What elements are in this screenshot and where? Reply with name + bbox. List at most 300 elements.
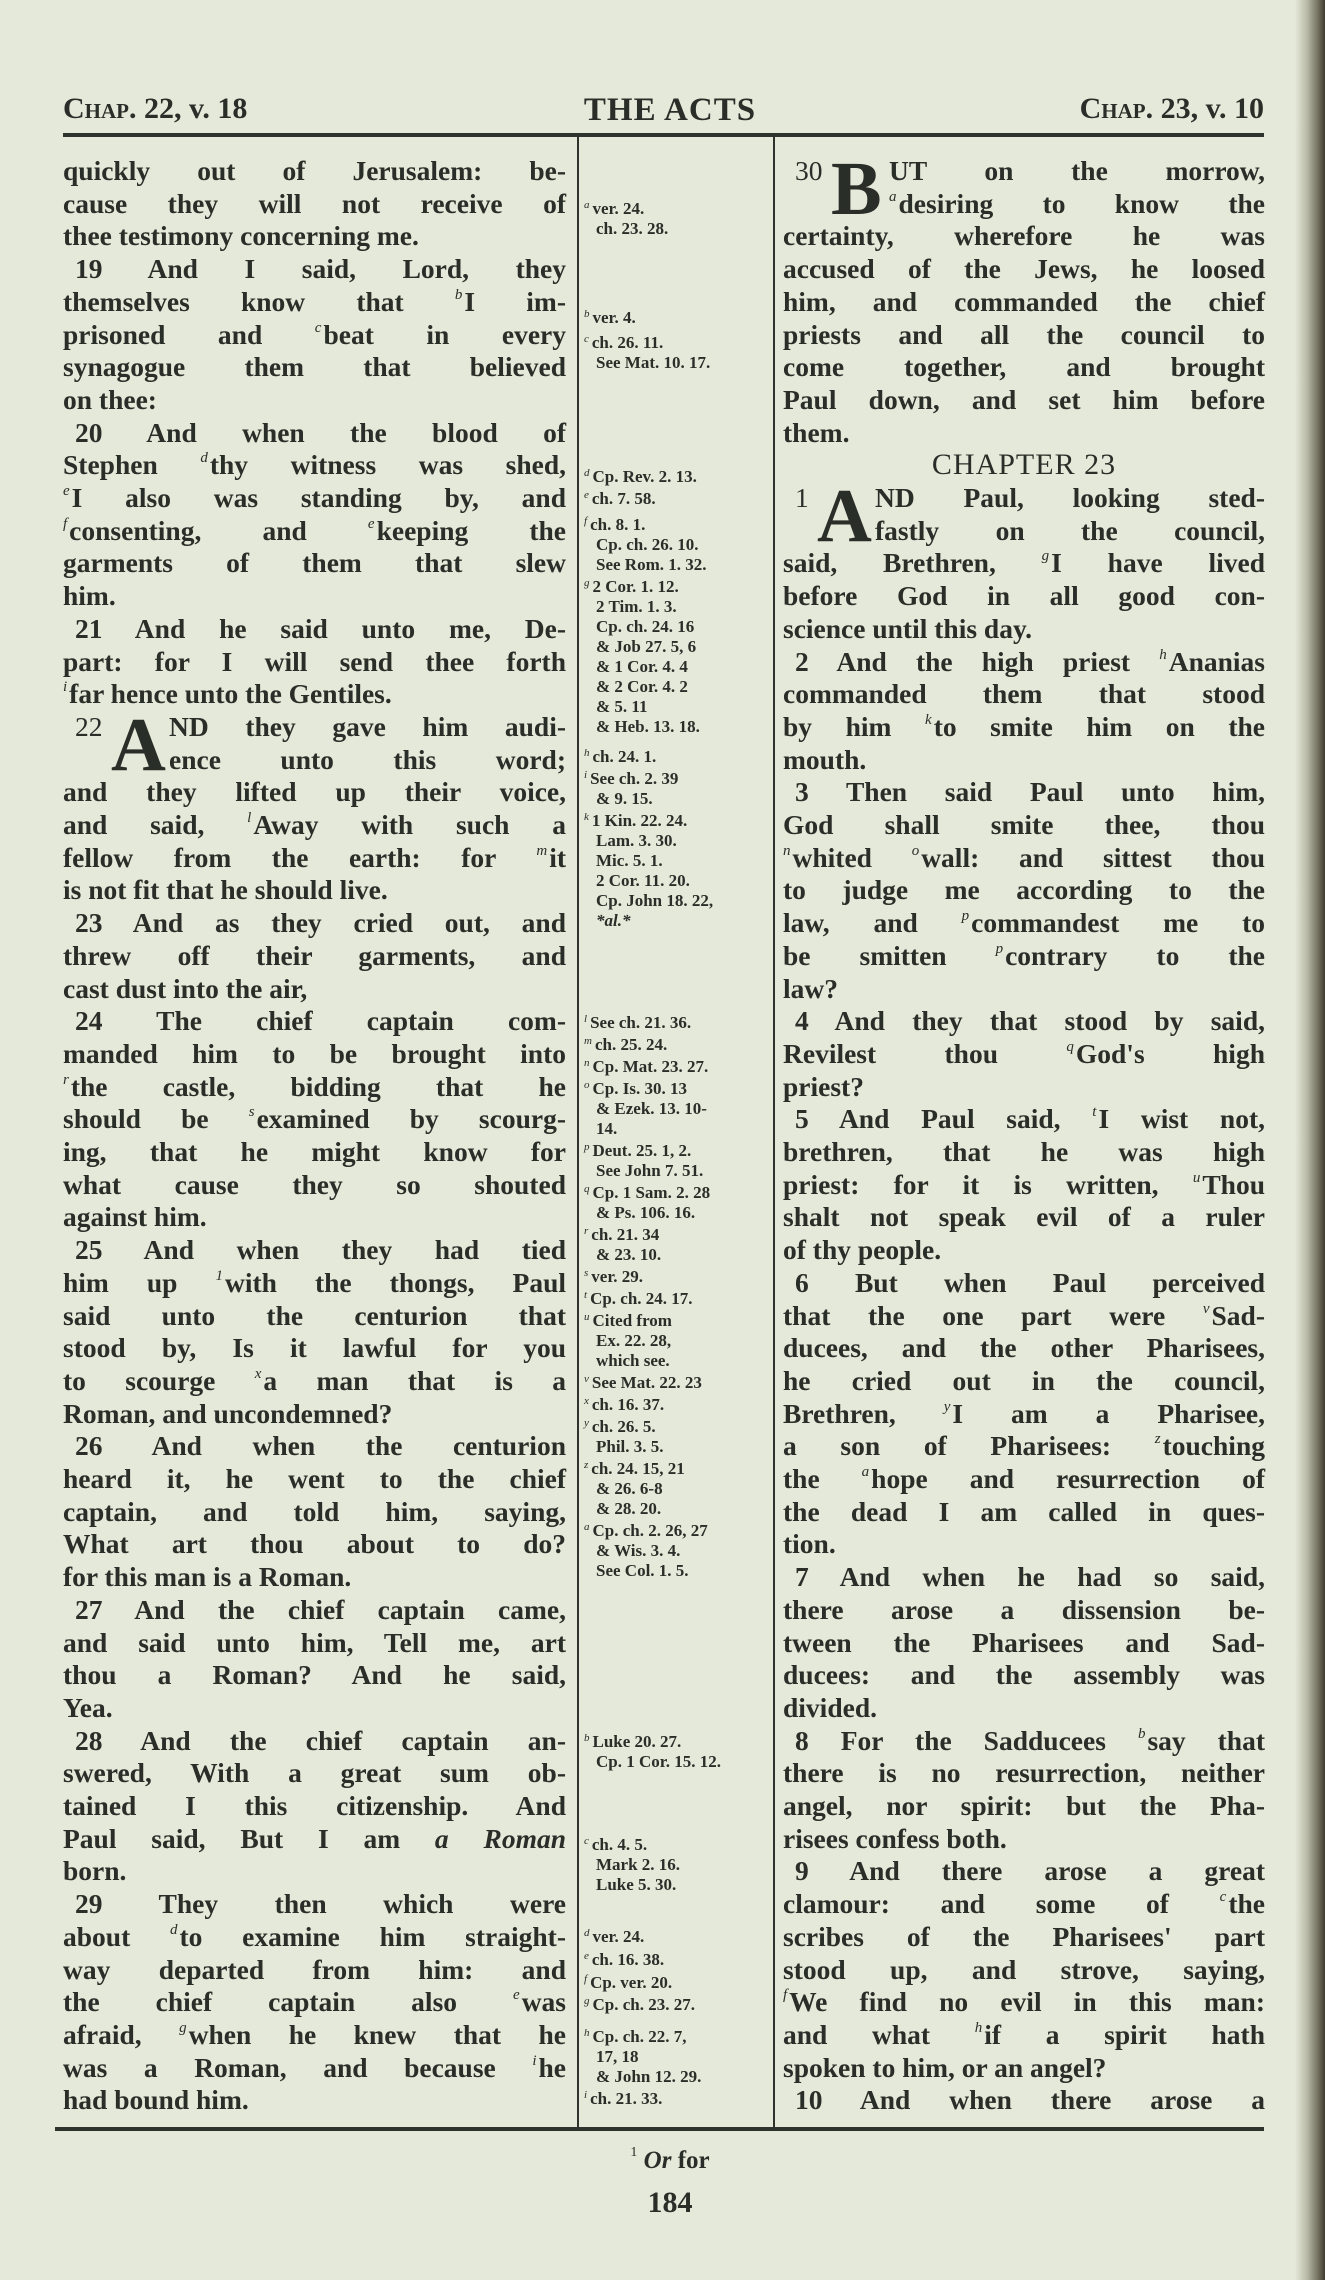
cross-reference-text: Lam. 3. 30. xyxy=(596,831,677,850)
cross-reference xyxy=(584,1950,770,1970)
cross-reference-line xyxy=(584,811,770,831)
drop-cap: B xyxy=(831,147,882,231)
cross-reference-line xyxy=(584,1245,770,1265)
text-line: 28 And the chief captain an- xyxy=(75,1724,566,1756)
text-line: heard it, he went to the chief xyxy=(63,1463,566,1494)
reference-letter: f xyxy=(584,515,588,527)
reference-marker: g xyxy=(179,2019,187,2036)
text-line: there is no resurrection, neither xyxy=(783,1757,1265,1789)
text-line: scribes of the Pharisees' part xyxy=(783,1920,1265,1952)
header-rule xyxy=(63,133,1264,137)
cross-reference-text: Cp. 1 Cor. 15. 12. xyxy=(596,1752,721,1771)
cross-reference xyxy=(584,769,770,809)
header-right-reference xyxy=(1080,92,1264,126)
cross-reference xyxy=(584,333,770,373)
italic-text: a Roman xyxy=(434,1822,567,1854)
reference-marker: 1 xyxy=(215,1267,223,1284)
text-line: by him $^k$to smite him on the xyxy=(783,710,1265,742)
text-line: garments of them that slew xyxy=(63,547,566,579)
text-line: stood up, and strove, saying, xyxy=(783,1953,1265,1985)
cross-reference xyxy=(584,1973,770,1993)
text-line: was a Roman, and because $^i$he xyxy=(63,2051,566,2083)
cross-reference-text: See ch. 2. 39 xyxy=(590,769,679,788)
text-line: themselves know that $^b$I im- xyxy=(63,285,566,317)
reference-marker: t xyxy=(1092,1104,1097,1121)
text-line: What art thou about to do? xyxy=(63,1528,566,1560)
cross-reference-line xyxy=(584,1351,770,1371)
cross-reference-text: ch. 26. 5. xyxy=(591,1417,656,1436)
cross-reference-line xyxy=(584,1331,770,1351)
cross-reference-text: ver. 29. xyxy=(591,1267,644,1286)
reference-letter: f xyxy=(584,1973,588,1985)
cross-reference-line xyxy=(584,1499,770,1519)
cross-reference-line xyxy=(584,219,770,239)
text-line: Revilest thou $^q$God's high xyxy=(783,1037,1265,1069)
cross-reference-line xyxy=(584,1057,770,1077)
reference-letter: e xyxy=(584,489,589,501)
cross-reference xyxy=(584,1079,770,1139)
cross-reference-line xyxy=(584,2067,770,2087)
reference-marker: b xyxy=(1137,1725,1146,1742)
cross-reference-text: Ex. 22. 28, xyxy=(596,1331,672,1350)
text-line: the dead I am called in ques- xyxy=(783,1495,1265,1527)
cross-reference-text: Cp. Rev. 2. 13. xyxy=(592,467,697,486)
cross-reference-text: ch. 23. 28. xyxy=(596,219,669,238)
cross-reference-text: Phil. 3. 5. xyxy=(596,1437,664,1456)
cross-reference-text: & Ps. 106. 16. xyxy=(596,1203,696,1222)
verse-number: 22 xyxy=(75,710,103,742)
cross-reference-text: ch. 25. 24. xyxy=(594,1035,668,1054)
reference-marker: a xyxy=(861,1464,870,1480)
cross-reference-line xyxy=(584,1161,770,1181)
cross-reference-text: Cp. John 18. 22, xyxy=(596,891,714,910)
text-line: born. xyxy=(63,1855,127,1887)
reference-letter: b xyxy=(584,308,590,320)
text-line: accused of the Jews, he loosed xyxy=(783,253,1265,285)
text-line: UT on the morrow, xyxy=(889,155,1265,186)
reference-letter: b xyxy=(584,1732,590,1744)
text-line: Roman, and uncondemned? xyxy=(63,1397,393,1429)
text-line: him, and commanded the chief xyxy=(783,285,1265,317)
reference-letter: a xyxy=(584,199,590,211)
text-line: $^a$desiring to know the xyxy=(889,187,1265,219)
text-line: 29 They then which were xyxy=(75,1888,566,1920)
cross-reference-line xyxy=(584,577,770,597)
cross-reference-text: Cp. 1 Sam. 2. 28 xyxy=(592,1183,711,1202)
cross-reference-text: *al.* xyxy=(596,911,631,930)
cross-reference-line xyxy=(584,489,770,509)
reference-marker: h xyxy=(974,2019,983,2036)
cross-reference-line xyxy=(584,1973,770,1993)
text-line: Yea. xyxy=(63,1691,113,1723)
cross-reference xyxy=(584,1732,770,1772)
header-right-chap: Chap. xyxy=(1079,92,1154,125)
cross-reference-line xyxy=(584,515,770,535)
reference-marker: c xyxy=(314,319,322,336)
text-line: brethren, that he was high xyxy=(783,1136,1265,1167)
cross-reference-line xyxy=(584,1855,770,1875)
reference-marker: y xyxy=(943,1398,951,1415)
text-line: cause they will not receive of xyxy=(63,187,566,219)
reference-letter: v xyxy=(584,1373,589,1385)
text-line: prisoned and $^c$beat in every xyxy=(63,318,566,350)
reference-letter: l xyxy=(584,1013,588,1025)
text-line: said, Brethren, $^g$I have lived xyxy=(783,547,1265,579)
text-line: ND Paul, looking sted- xyxy=(875,482,1265,513)
text-line: 24 The chief captain com- xyxy=(75,1005,566,1037)
cross-reference-line xyxy=(584,1835,770,1855)
cross-reference-line xyxy=(584,1013,770,1033)
text-line: to scourge $^x$a man that is a xyxy=(63,1364,567,1396)
reference-letter: r xyxy=(584,1225,589,1237)
drop-cap: A xyxy=(111,702,166,787)
cross-reference-line xyxy=(584,353,770,373)
chapter-heading: CHAPTER 23 xyxy=(931,448,1117,482)
reference-marker: r xyxy=(63,1071,69,1088)
text-line: and said, $^l$Away with such a xyxy=(63,809,566,840)
text-line: there arose a dissension be- xyxy=(783,1593,1265,1625)
cross-reference xyxy=(584,1459,770,1519)
reference-marker: f xyxy=(783,1987,788,2004)
verse-number: 1 xyxy=(795,482,809,513)
cross-reference xyxy=(584,1395,770,1415)
cross-reference-line xyxy=(584,677,770,697)
text-line: be smitten $^p$contrary to the xyxy=(783,939,1265,971)
cross-reference-line xyxy=(584,911,770,931)
reference-marker: e xyxy=(63,483,70,499)
cross-reference-line xyxy=(584,747,770,767)
cross-reference xyxy=(584,747,770,767)
cross-reference-line xyxy=(584,1183,770,1203)
text-line: ducees: and the assembly was xyxy=(783,1659,1265,1691)
cross-reference-text: ver. 24. xyxy=(592,199,645,218)
footnote-mark: 1 xyxy=(630,2145,638,2160)
text-line: way departed from him: and xyxy=(63,1953,566,1985)
column-divider-right xyxy=(773,136,775,2128)
header-left-verse: 22, v. 18 xyxy=(136,92,248,125)
cross-reference-text: & 26. 6-8 xyxy=(596,1479,663,1498)
cross-reference-text: 2 Tim. 1. 3. xyxy=(596,597,677,616)
reference-letter: d xyxy=(584,467,590,479)
reference-letter: n xyxy=(584,1057,590,1069)
text-line: tween the Pharisees and Sad- xyxy=(783,1626,1265,1658)
reference-marker: l xyxy=(247,810,252,826)
cross-reference-line xyxy=(584,535,770,555)
cross-reference-line xyxy=(584,617,770,637)
text-line: shalt not speak evil of a ruler xyxy=(783,1201,1265,1233)
text-line: $^e$I also was standing by, and xyxy=(63,482,566,513)
text-line: ND they gave him audi- xyxy=(169,710,566,742)
reference-letter: o xyxy=(584,1079,590,1091)
text-line: clamour: and some of $^c$the xyxy=(783,1888,1265,1920)
text-line: cast dust into the air, xyxy=(63,972,308,1004)
cross-reference-text: ch. 21. 34 xyxy=(591,1225,660,1244)
reference-letter: c xyxy=(584,1835,589,1847)
cross-reference-line xyxy=(584,1267,770,1287)
cross-reference-text: ch. 21. 33. xyxy=(590,2089,663,2108)
reference-marker: v xyxy=(1202,1300,1210,1317)
cross-reference-text: & 5. 11 xyxy=(596,697,648,716)
reference-marker: x xyxy=(254,1365,262,1382)
reference-marker: p xyxy=(961,908,970,925)
text-line: certainty, wherefore he was xyxy=(783,220,1265,252)
text-line: angel, nor spirit: but the Pha- xyxy=(783,1790,1265,1821)
text-line: 6 But when Paul perceived xyxy=(795,1266,1265,1298)
cross-reference-line xyxy=(584,1437,770,1457)
text-line: captain, and told him, saying, xyxy=(63,1495,566,1527)
reference-marker: b xyxy=(454,286,463,303)
cross-reference xyxy=(584,515,770,575)
text-line: him up $^1$with the thongs, Paul xyxy=(63,1266,566,1298)
cross-reference-text: See Mat. 10. 17. xyxy=(596,353,711,372)
text-line: that the one part were $^v$Sad- xyxy=(783,1299,1265,1331)
text-line: commanded them that stood xyxy=(783,678,1265,710)
reference-letter: c xyxy=(584,333,589,345)
reference-letter: p xyxy=(584,1141,590,1153)
text-line: law, and $^p$commandest me to xyxy=(783,907,1265,939)
cross-reference-line xyxy=(584,1119,770,1139)
text-line: come together, and brought xyxy=(783,351,1265,383)
text-line: fastly on the council, xyxy=(875,514,1265,546)
cross-reference-text: & Job 27. 5, 6 xyxy=(596,637,697,656)
cross-reference-line xyxy=(584,597,770,617)
reference-marker: q xyxy=(1066,1038,1074,1055)
reference-letter: e xyxy=(584,1950,589,1962)
cross-reference xyxy=(584,811,770,931)
text-line: spoken to him, or an angel? xyxy=(783,2051,1107,2083)
reference-letter: g xyxy=(584,577,590,589)
text-line: divided. xyxy=(783,1691,877,1723)
text-line: science until this day. xyxy=(783,612,1033,644)
cross-reference-line xyxy=(584,1203,770,1223)
reference-letter: a xyxy=(584,1521,590,1533)
cross-reference-line xyxy=(584,831,770,851)
cross-reference xyxy=(584,199,770,239)
cross-reference-line xyxy=(584,1035,770,1055)
text-line: $^f$consenting, and $^e$keeping the xyxy=(63,514,567,546)
text-line: law? xyxy=(783,972,838,1004)
text-line: risees confess both. xyxy=(783,1822,1007,1854)
header-left-reference xyxy=(63,92,247,126)
cross-reference-line xyxy=(584,789,770,809)
cross-reference-line xyxy=(584,1099,770,1119)
text-line: thee testimony concerning me. xyxy=(63,220,419,252)
cross-reference-text: ver. 24. xyxy=(592,1927,645,1946)
cross-reference-text: Cp. ch. 2. 26, 27 xyxy=(592,1521,708,1540)
cross-reference-text: Mark 2. 16. xyxy=(596,1855,681,1874)
cross-reference-text: 2 Cor. 1. 12. xyxy=(592,577,679,596)
text-line: $^f$We find no evil in this man: xyxy=(783,1986,1265,2018)
cross-reference-line xyxy=(584,1950,770,1970)
cross-reference-line xyxy=(584,1479,770,1499)
text-line: is not fit that he should live. xyxy=(63,874,388,906)
text-line: tained I this citizenship. And xyxy=(63,1790,566,1821)
cross-reference-text: ch. 24. 15, 21 xyxy=(591,1459,685,1478)
cross-reference-text: Mic. 5. 1. xyxy=(596,851,663,870)
cross-reference-line xyxy=(584,1561,770,1581)
cross-reference-text: & John 12. 29. xyxy=(596,2067,702,2086)
cross-reference-line xyxy=(584,1732,770,1752)
reference-marker: i xyxy=(532,2052,537,2069)
text-line: priest? xyxy=(783,1070,864,1102)
cross-reference xyxy=(584,308,770,328)
reference-letter: t xyxy=(584,1289,588,1301)
cross-reference-line xyxy=(584,199,770,219)
cross-reference xyxy=(584,1035,770,1055)
cross-reference-text: See John 7. 51. xyxy=(596,1161,704,1180)
cross-reference xyxy=(584,1225,770,1265)
drop-cap: A xyxy=(817,474,872,558)
text-line: ence unto this word; xyxy=(169,743,566,775)
reference-marker: i xyxy=(63,679,68,696)
reference-marker: u xyxy=(1192,1169,1201,1186)
cross-reference-text: Luke 5. 30. xyxy=(596,1875,677,1894)
cross-reference-line xyxy=(584,1541,770,1561)
text-line: the $^a$hope and resurrection of xyxy=(783,1463,1265,1494)
cross-reference xyxy=(584,1373,770,1393)
cross-reference-text: which see. xyxy=(596,1351,670,1370)
cross-reference-line xyxy=(584,697,770,717)
cross-reference-text: & Heb. 13. 18. xyxy=(596,717,700,736)
text-line: 19 And I said, Lord, they xyxy=(75,253,566,285)
text-line: the chief captain also $^e$was xyxy=(63,1986,566,2018)
text-line: and they lifted up their voice, xyxy=(63,776,566,808)
text-line: for this man is a Roman. xyxy=(63,1561,352,1593)
text-line: $^i$far hence unto the Gentiles. xyxy=(63,678,392,710)
cross-reference-text: ch. 16. 38. xyxy=(591,1950,665,1969)
cross-reference-text: Cp. ch. 22. 7, xyxy=(592,2027,687,2046)
text-line: them. xyxy=(783,416,850,448)
cross-reference-text: & 2 Cor. 4. 2 xyxy=(596,677,688,696)
footnote-text: for xyxy=(671,2147,710,2174)
reference-letter: h xyxy=(584,2027,590,2039)
reference-marker: g xyxy=(1041,548,1050,565)
reference-marker: e xyxy=(367,515,375,532)
text-line: 2 And the high priest $^h$Ananias xyxy=(795,645,1265,677)
cross-reference-text: ver. 4. xyxy=(592,308,636,327)
cross-reference-line xyxy=(584,657,770,677)
cross-reference-text: & 1 Cor. 4. 4 xyxy=(596,657,688,676)
cross-reference-text: & 23. 10. xyxy=(596,1245,662,1264)
reference-letter: k xyxy=(584,811,589,823)
text-line: manded him to be brought into xyxy=(63,1037,566,1069)
cross-reference-line xyxy=(584,2047,770,2067)
cross-reference-text: See Rom. 1. 32. xyxy=(596,555,707,574)
text-line: 4 And they that stood by said, xyxy=(795,1005,1265,1037)
cross-reference-line xyxy=(584,555,770,575)
reference-letter: i xyxy=(584,769,588,781)
cross-reference-line xyxy=(584,1311,770,1331)
cross-reference-line xyxy=(584,891,770,911)
reference-letter: h xyxy=(584,747,590,759)
text-line: part: for I will send thee forth xyxy=(63,645,566,677)
reference-letter: d xyxy=(584,1927,590,1939)
cross-reference-line xyxy=(584,1079,770,1099)
text-line: afraid, $^g$when he knew that he xyxy=(63,2018,566,2050)
cross-reference-line xyxy=(584,851,770,871)
cross-reference-text: See Col. 1. 5. xyxy=(596,1561,689,1580)
cross-reference xyxy=(584,577,770,737)
reference-letter: u xyxy=(584,1311,590,1323)
cross-reference-text: ch. 16. 37. xyxy=(591,1395,665,1414)
text-line: and what $^h$if a spirit hath xyxy=(783,2018,1265,2050)
cross-reference xyxy=(584,1013,770,1033)
text-line: 7 And when he had so said, xyxy=(795,1561,1265,1593)
cross-reference-text: Cp. ch. 24. 17. xyxy=(590,1289,693,1308)
cross-reference-line xyxy=(584,308,770,328)
cross-reference-text: ch. 7. 58. xyxy=(591,489,656,508)
verse-number: 30 xyxy=(795,155,823,186)
text-line: priests and all the council to xyxy=(783,318,1265,350)
text-line: $^r$the castle, bidding that he xyxy=(63,1070,566,1102)
cross-reference-line xyxy=(584,637,770,657)
cross-reference-text: Cp. ch. 23. 27. xyxy=(592,1995,695,2014)
cross-reference-line xyxy=(584,2027,770,2047)
reference-marker: f xyxy=(63,515,68,532)
text-line: against him. xyxy=(63,1201,207,1233)
reference-marker: k xyxy=(925,711,932,728)
cross-reference xyxy=(584,1417,770,1457)
cross-reference-text: Luke 20. 27. xyxy=(592,1732,682,1751)
reference-marker: n xyxy=(783,842,791,859)
cross-reference-text: 2 Cor. 11. 20. xyxy=(596,871,690,890)
cross-reference-line xyxy=(584,717,770,737)
cross-reference xyxy=(584,1835,770,1895)
text-line: tion. xyxy=(783,1528,836,1560)
cross-reference-text: & 28. 20. xyxy=(596,1499,662,1518)
reference-letter: q xyxy=(584,1183,590,1195)
text-line: 8 For the Sadducees $^b$say that xyxy=(795,1724,1266,1756)
text-line: thou a Roman? And he said, xyxy=(63,1659,566,1691)
text-line: 23 And as they cried out, and xyxy=(75,907,566,939)
cross-reference-line xyxy=(584,467,770,487)
reference-marker: z xyxy=(1154,1431,1161,1448)
cross-reference-text: Cp. ch. 24. 16 xyxy=(596,617,695,636)
cross-reference-line xyxy=(584,1289,770,1309)
text-line: threw off their garments, and xyxy=(63,939,566,971)
cross-reference-text: 1 Kin. 22. 24. xyxy=(591,811,688,830)
cross-reference-text: ch. 8. 1. xyxy=(590,515,646,534)
reference-letter: y xyxy=(584,1417,589,1429)
text-line: Paul down, and set him before xyxy=(783,383,1265,415)
cross-reference-line xyxy=(584,871,770,891)
cross-reference xyxy=(584,467,770,487)
text-line: had bound him. xyxy=(63,2084,249,2116)
text-line: 25 And when they had tied xyxy=(75,1234,566,1266)
cross-reference-line xyxy=(584,1521,770,1541)
text-line: 26 And when the centurion xyxy=(75,1430,566,1462)
text-line: 27 And the chief captain came, xyxy=(75,1593,566,1625)
header-right-verse: 23, v. 10 xyxy=(1153,92,1264,125)
text-line: swered, With a great sum ob- xyxy=(63,1757,566,1789)
text-line: 20 And when the blood of xyxy=(75,416,566,448)
reference-marker: a xyxy=(889,188,897,205)
cross-reference-line xyxy=(584,1459,770,1479)
cross-reference xyxy=(584,1267,770,1287)
text-line: 10 And when there arose a xyxy=(795,2084,1265,2116)
text-line: he cried out in the council, xyxy=(783,1364,1265,1396)
cross-reference-line xyxy=(584,333,770,353)
reference-marker: e xyxy=(513,1987,520,2004)
cross-reference xyxy=(584,1311,770,1371)
cross-reference-text: & Ezek. 13. 10- xyxy=(596,1099,707,1118)
cross-reference-text: See ch. 21. 36. xyxy=(590,1013,692,1032)
cross-reference xyxy=(584,1927,770,1947)
cross-reference-text: 14. xyxy=(596,1119,618,1138)
text-line: to judge me according to the xyxy=(783,874,1265,906)
text-line: should be $^s$examined by scourg- xyxy=(63,1103,566,1135)
reference-letter: m xyxy=(584,1035,592,1047)
